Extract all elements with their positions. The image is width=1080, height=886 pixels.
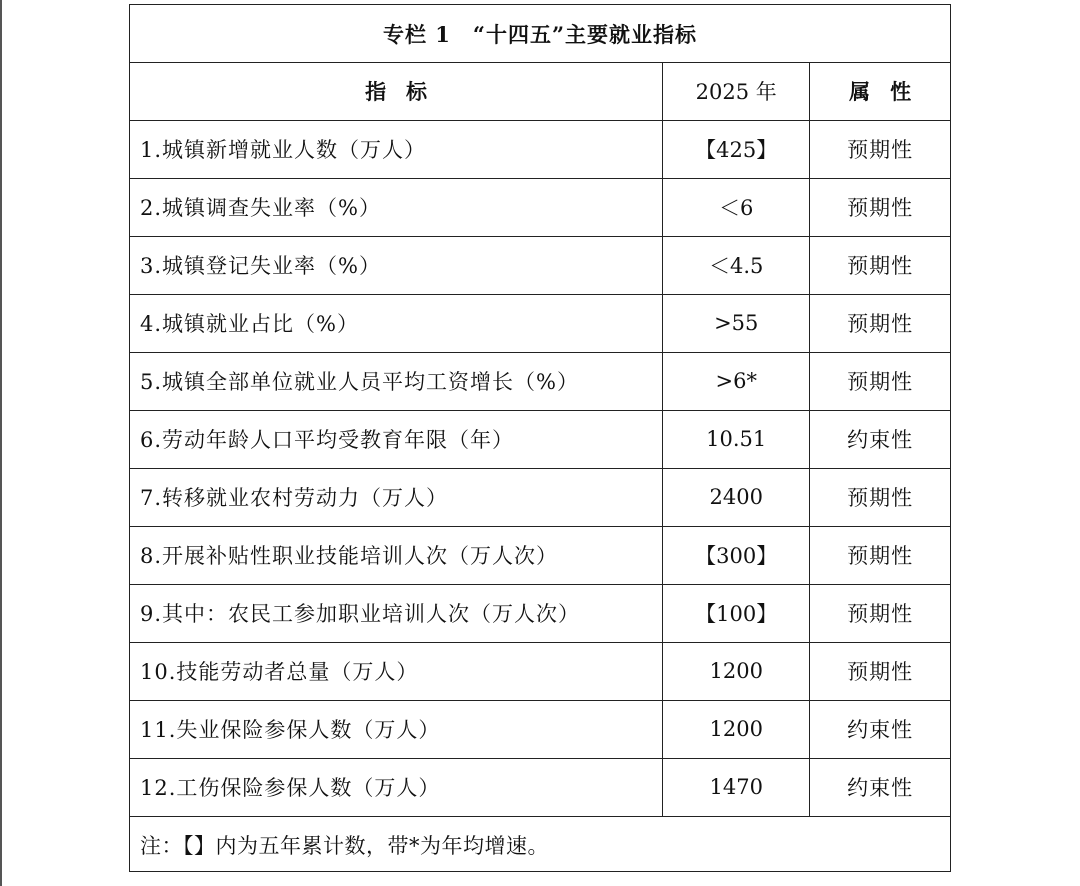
page-edge-line	[0, 0, 2, 886]
indicator-value: >6*	[663, 352, 810, 410]
indicator-attribute: 预期性	[810, 468, 950, 526]
indicator-panel	[129, 4, 951, 872]
header-attribute: 属性	[810, 63, 950, 120]
indicator-attribute: 预期性	[810, 584, 950, 642]
indicator-attribute: 约束性	[810, 700, 950, 758]
indicator-name: 8.开展补贴性职业技能培训人次（万人次）	[130, 526, 663, 584]
indicator-attribute: 约束性	[810, 410, 950, 468]
indicator-name: 10.技能劳动者总量（万人）	[130, 642, 663, 700]
panel-title: 专栏 1 “十四五”主要就业指标	[130, 5, 950, 63]
table-row	[130, 526, 950, 584]
indicator-name: 2.城镇调查失业率（%）	[130, 178, 663, 236]
indicator-attribute: 预期性	[810, 526, 950, 584]
indicator-attribute: 预期性	[810, 120, 950, 178]
indicator-value: 【300】	[663, 526, 810, 584]
header-indicator: 指标	[130, 63, 663, 120]
indicator-attribute: 预期性	[810, 236, 950, 294]
table-row	[130, 584, 950, 642]
indicator-name: 6.劳动年龄人口平均受教育年限（年）	[130, 410, 663, 468]
indicator-name: 5.城镇全部单位就业人员平均工资增长（%）	[130, 352, 663, 410]
table-row	[130, 294, 950, 352]
indicator-attribute: 预期性	[810, 642, 950, 700]
indicator-value: 【100】	[663, 584, 810, 642]
indicator-name: 12.工伤保险参保人数（万人）	[130, 758, 663, 816]
indicator-name: 11.失业保险参保人数（万人）	[130, 700, 663, 758]
indicator-attribute: 预期性	[810, 352, 950, 410]
indicator-name: 4.城镇就业占比（%）	[130, 294, 663, 352]
table-row	[130, 758, 950, 816]
indicator-name: 7.转移就业农村劳动力（万人）	[130, 468, 663, 526]
indicator-value: 1200	[663, 642, 810, 700]
table-row	[130, 700, 950, 758]
table-row	[130, 352, 950, 410]
indicator-value: ＜6	[663, 178, 810, 236]
indicator-attribute: 预期性	[810, 178, 950, 236]
indicator-value: 10.51	[663, 410, 810, 468]
indicator-name: 1.城镇新增就业人数（万人）	[130, 120, 663, 178]
indicator-attribute: 预期性	[810, 294, 950, 352]
indicator-attribute: 约束性	[810, 758, 950, 816]
table-row	[130, 410, 950, 468]
table-row	[130, 178, 950, 236]
table-row	[130, 642, 950, 700]
indicator-value: ＜4.5	[663, 236, 810, 294]
indicator-value: 【425】	[663, 120, 810, 178]
table-header-row	[130, 63, 950, 120]
table-row	[130, 468, 950, 526]
indicator-value: 2400	[663, 468, 810, 526]
table-row	[130, 236, 950, 294]
header-year: 2025 年	[663, 63, 810, 120]
table-note: 注：【】内为五年累计数，带*为年均增速。	[140, 833, 549, 858]
indicator-name: 9.其中：农民工参加职业培训人次（万人次）	[130, 584, 663, 642]
indicator-value: 1200	[663, 700, 810, 758]
indicator-value: >55	[663, 294, 810, 352]
indicator-table	[130, 63, 950, 817]
indicator-name: 3.城镇登记失业率（%）	[130, 236, 663, 294]
table-row	[130, 120, 950, 178]
indicator-value: 1470	[663, 758, 810, 816]
